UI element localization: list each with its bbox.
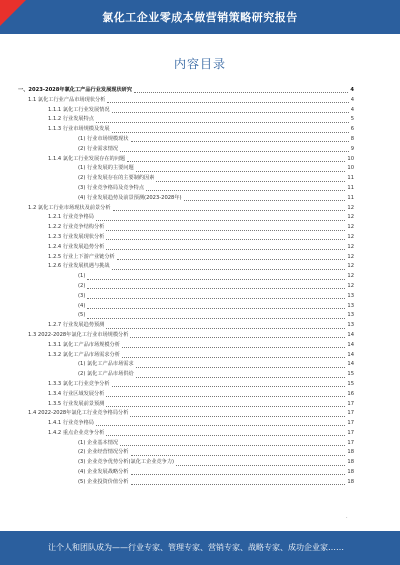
dot-leader (176, 465, 345, 466)
dot-leader (136, 377, 346, 378)
toc-entry[interactable] (18, 253, 354, 263)
toc-entry[interactable] (18, 204, 354, 214)
toc-entry[interactable] (18, 400, 354, 410)
dot-leader (112, 386, 346, 387)
toc-entry[interactable] (18, 370, 354, 380)
dot-leader (117, 259, 346, 260)
toc-entry[interactable] (18, 96, 354, 106)
toc-entry-page: 12 (347, 243, 354, 250)
toc-entry[interactable] (18, 429, 354, 439)
dot-leader (106, 239, 345, 240)
toc-entry-page: 13 (347, 312, 354, 319)
toc-entry-page: 12 (347, 204, 354, 211)
dot-leader (106, 328, 345, 329)
toc-entry-page: 12 (347, 273, 354, 280)
toc-entry-page: 12 (347, 282, 354, 289)
toc-entry[interactable] (18, 419, 354, 429)
toc-entry-label: (4) 企业发展战略分析 (78, 469, 129, 476)
toc-entry-page: 13 (347, 322, 354, 329)
toc-entry-label: (2) 企业经营情况分析 (78, 449, 129, 456)
toc-entry-label: 1.2.7 行业发展趋势预测 (48, 322, 105, 329)
dot-leader (131, 455, 346, 456)
toc-entry[interactable] (18, 331, 354, 341)
toc-entry-label: 1.1 氯化工行业产品市场现状分析 (28, 96, 106, 103)
dot-leader (106, 230, 345, 231)
toc-entry-label: 1.3.1 氯化工产品市场规模分析 (48, 341, 120, 348)
toc-entry-label: 一、2023-2028年氯化工产品行业发展现状研究 (18, 87, 133, 93)
dot-leader (131, 141, 349, 142)
toc-entry-label: 1.2.3 行业发展现状分析 (48, 233, 105, 240)
toc-entry-page: 14 (347, 331, 354, 338)
toc-entry-label: (1) 企业基本情况 (78, 439, 119, 446)
toc-entry-label: 1.2.2 行业竞争结构分析 (48, 224, 105, 231)
dot-leader (156, 181, 345, 182)
dot-leader (130, 337, 345, 338)
dot-leader (87, 279, 345, 280)
toc-entry[interactable] (18, 223, 354, 233)
toc-entry-label: (5) (78, 312, 86, 319)
toc-entry-page: 18 (347, 459, 354, 466)
toc-entry-page: 17 (347, 429, 354, 436)
toc-entry[interactable] (18, 311, 354, 321)
toc-entry-page: 10 (347, 165, 354, 172)
dot-leader (87, 298, 345, 299)
toc-entry[interactable] (18, 145, 354, 155)
toc-entry-page: 6 (350, 126, 354, 133)
dot-leader (112, 269, 346, 270)
toc-entry[interactable] (18, 282, 354, 292)
toc-entry[interactable] (18, 135, 354, 145)
dot-leader (87, 288, 345, 289)
toc-entry-page: 17 (347, 400, 354, 407)
toc-entry[interactable] (18, 262, 354, 272)
toc-entry[interactable] (18, 86, 354, 96)
toc-entry[interactable] (18, 164, 354, 174)
toc-entry[interactable] (18, 360, 354, 370)
toc-entry-label: 1.1.3 行业市场规模及发展 (48, 126, 110, 133)
toc-entry[interactable] (18, 184, 354, 194)
toc-entry-label: (1) 行业市场规模现状 (78, 135, 129, 142)
toc-entry[interactable] (18, 302, 354, 312)
dot-leader (120, 151, 349, 152)
toc-entry-page: 9 (350, 145, 354, 152)
toc-entry-label: 1.3.2 氯化工产品市场需求分析 (48, 351, 120, 358)
toc-entry[interactable] (18, 409, 354, 419)
toc-entry[interactable] (18, 478, 354, 488)
toc-entry[interactable] (18, 448, 354, 458)
dot-leader (127, 161, 345, 162)
toc-entry-page: 12 (347, 233, 354, 240)
page-footer (0, 531, 400, 565)
toc-entry-label: (1) 行业发展的主要问题 (78, 165, 134, 172)
toc-entry-page: 12 (347, 214, 354, 221)
toc-entry-page: 13 (347, 302, 354, 309)
dot-leader (96, 425, 345, 426)
toc-entry-label: (4) (78, 302, 86, 309)
dot-leader (136, 171, 346, 172)
toc-entry-label: 1.3.4 行业区域发展分析 (48, 390, 105, 397)
toc-entry-label: (3) (78, 292, 86, 299)
dot-leader (134, 92, 348, 93)
dot-leader (112, 112, 349, 113)
table-of-contents (18, 86, 354, 488)
dot-leader (106, 406, 345, 407)
toc-entry[interactable] (18, 233, 354, 243)
toc-entry-label: 1.2 氯化工行业市场现状及前景分析 (28, 204, 111, 211)
toc-entry[interactable] (18, 106, 354, 116)
toc-entry-page: 10 (347, 155, 354, 162)
toc-heading: 内容目录 (173, 57, 226, 71)
toc-entry-page: 5 (350, 116, 354, 123)
dot-leader (96, 220, 345, 221)
toc-entry-page: 12 (347, 224, 354, 231)
toc-entry[interactable] (18, 341, 354, 351)
toc-entry-page: 11 (347, 184, 354, 191)
toc-entry-label: 1.3 2022-2028年氯化工行业市场规模分析 (28, 331, 129, 338)
page-header (0, 0, 400, 34)
dot-leader (106, 435, 345, 436)
dot-leader (122, 357, 345, 358)
toc-entry[interactable] (18, 243, 354, 253)
toc-entry[interactable] (18, 155, 354, 165)
toc-entry[interactable] (18, 390, 354, 400)
toc-entry-label: 1.2.5 行业上下游产业链分析 (48, 253, 115, 260)
dot-leader (131, 484, 346, 485)
toc-entry-page: 4 (350, 106, 354, 113)
dot-leader (120, 445, 345, 446)
toc-entry[interactable] (18, 272, 354, 282)
toc-entry-label: (2) 行业发展存在的主要制约因素 (78, 175, 155, 182)
toc-entry-label: (2) 氯化工产品市场供给 (78, 371, 134, 378)
toc-entry-page: 17 (347, 420, 354, 427)
toc-entry-page: 12 (347, 253, 354, 260)
toc-entry[interactable] (18, 125, 354, 135)
toc-entry[interactable] (18, 174, 354, 184)
toc-entry[interactable] (18, 115, 354, 125)
toc-entry-page: 14 (347, 361, 354, 368)
dot-leader (106, 249, 345, 250)
toc-entry-label: (3) 行业竞争格局及竞争特点 (78, 184, 145, 191)
toc-entry-page: 14 (347, 351, 354, 358)
dot-leader (184, 200, 346, 201)
toc-entry[interactable] (18, 351, 354, 361)
dot-leader (87, 318, 345, 319)
toc-entry[interactable] (18, 321, 354, 331)
dot-leader (130, 416, 345, 417)
toc-entry[interactable] (18, 380, 354, 390)
toc-entry-page: 11 (347, 194, 354, 201)
dot-leader (146, 190, 345, 191)
toc-entry-label: 1.1.1 氯化工行业发展情况 (48, 106, 110, 113)
dot-leader (136, 367, 346, 368)
toc-entry-label: 1.4.1 行业竞争格局 (48, 420, 94, 427)
toc-entry-page: 14 (347, 341, 354, 348)
dot-leader (112, 132, 349, 133)
toc-entry-label: 1.2.4 行业发展趋势分析 (48, 243, 105, 250)
dot-leader (122, 347, 345, 348)
toc-entry-page: 18 (347, 449, 354, 456)
toc-entry-page: 17 (347, 439, 354, 446)
dot-leader (131, 474, 346, 475)
toc-entry-label: 1.1.2 行业发展特点 (48, 116, 94, 123)
toc-entry-page: 11 (347, 175, 354, 182)
toc-entry-label: (2) 行业需求情况 (78, 145, 119, 152)
toc-entry[interactable] (18, 213, 354, 223)
toc-entry-label: (1) (78, 273, 86, 280)
toc-entry-label: (3) 企业竞争优势分析(氯化工企业竞争力) (78, 459, 175, 466)
toc-entry-label: 1.2.6 行业发展机遇与挑战 (48, 263, 110, 270)
toc-entry[interactable] (18, 468, 354, 478)
toc-entry-label: 1.2.1 行业竞争格局 (48, 214, 94, 221)
toc-entry-page: 18 (347, 469, 354, 476)
dot-leader (96, 122, 349, 123)
toc-entry-label: (4) 行业发展趋势及前景预测(2023-2028年) (78, 194, 182, 201)
dot-leader (113, 210, 346, 211)
toc-entry-label: 1.4 2022-2028年氯化工行业竞争格局分析 (28, 410, 129, 417)
toc-entry-page: 15 (347, 380, 354, 387)
dot-leader (106, 396, 345, 397)
footer-slogan: 让个人和团队成为——行业专家、管理专家、营销专家、战略专家、成功企业家…… (48, 543, 344, 552)
toc-entry-label: 1.3.5 行业发展前景预测 (48, 400, 105, 407)
dot-leader (87, 308, 345, 309)
toc-entry-label: 1.1.4 氯化工行业发展存在的问题 (48, 155, 126, 162)
toc-entry-page: 4 (350, 96, 354, 103)
toc-entry-label: 1.4.2 重点企业竞争分析 (48, 429, 105, 436)
toc-entry-page: 15 (347, 371, 354, 378)
toc-entry[interactable] (18, 292, 354, 302)
toc-entry-page: 16 (347, 390, 354, 397)
report-title: 氯化工企业零成本做营销策略研究报告 (102, 11, 298, 24)
toc-entry-label: (2) (78, 282, 86, 289)
toc-entry-page: 8 (350, 135, 354, 142)
toc-entry-page: 17 (347, 410, 354, 417)
toc-entry-page: 18 (347, 478, 354, 485)
toc-entry-page: 13 (347, 292, 354, 299)
toc-entry[interactable] (18, 458, 354, 468)
toc-entry-label: (5) 企业投资价值分析 (78, 478, 129, 485)
page-marker: . (346, 514, 348, 520)
toc-entry-label: 1.3.3 氯化工行业竞争分析 (48, 380, 110, 387)
toc-entry-page: 4 (350, 87, 354, 93)
toc-entry-label: (1) 氯化工产品市场需求 (78, 361, 134, 368)
dot-leader (107, 102, 348, 103)
toc-entry[interactable] (18, 194, 354, 204)
toc-entry[interactable] (18, 439, 354, 449)
toc-entry-page: 12 (347, 263, 354, 270)
